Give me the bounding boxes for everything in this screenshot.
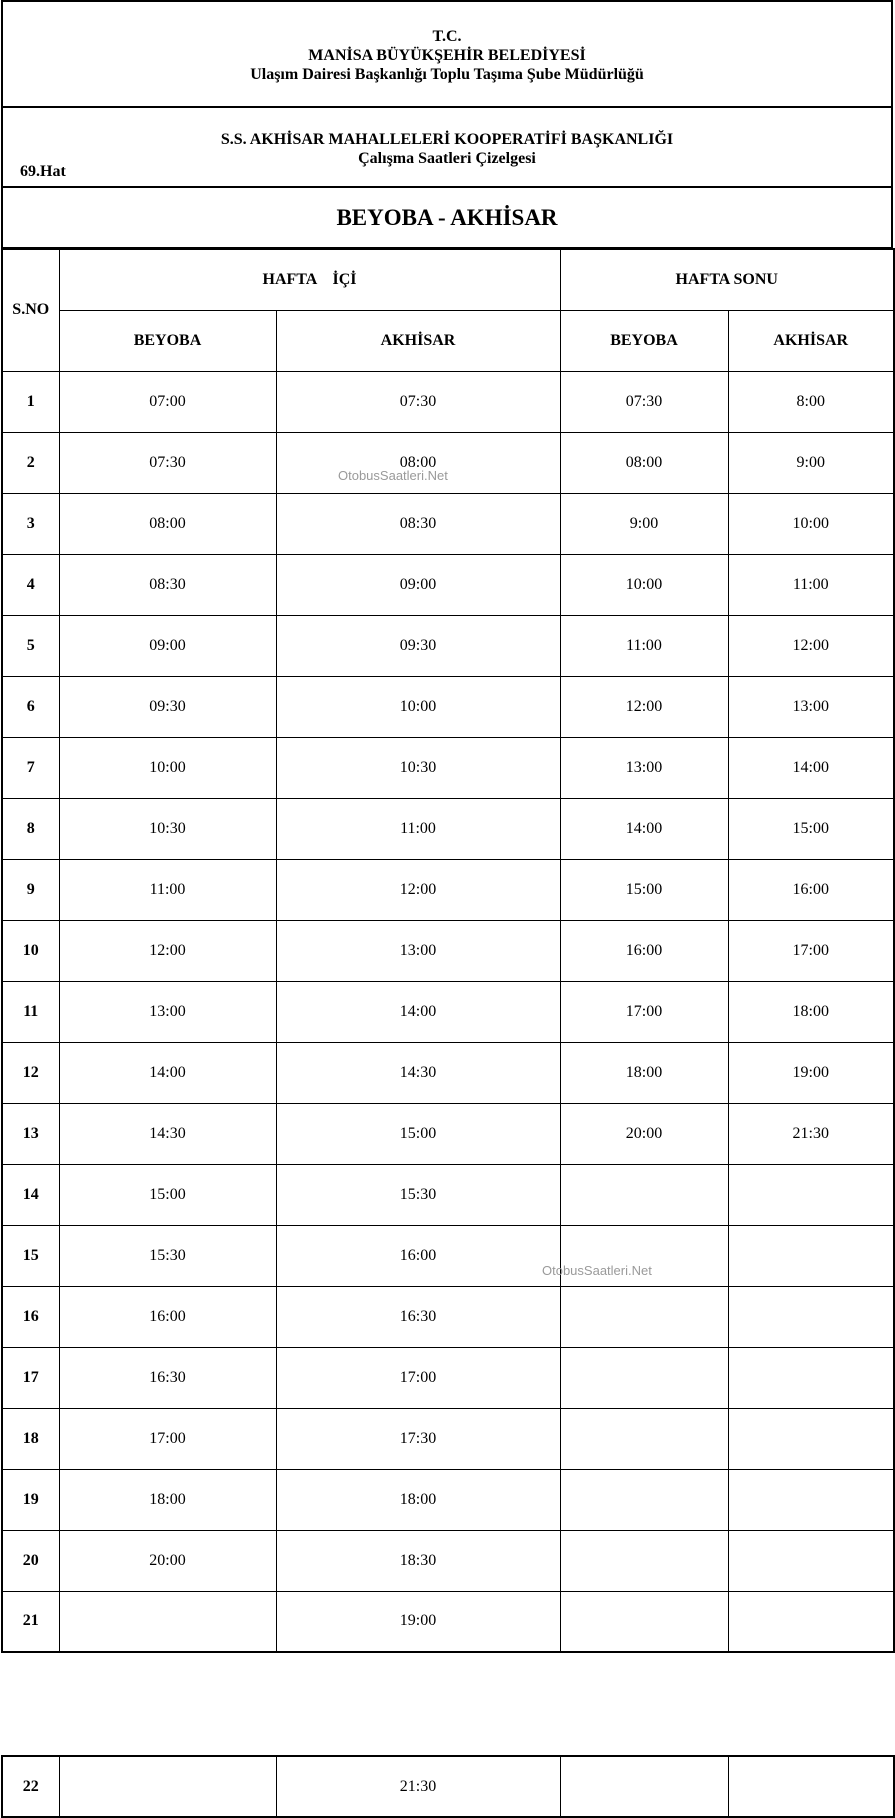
weekend-header: HAFTA SONU xyxy=(560,249,894,310)
row-number: 7 xyxy=(2,737,59,798)
row-number: 15 xyxy=(2,1225,59,1286)
weekend-akhisar-time xyxy=(728,1591,894,1652)
row-number: 17 xyxy=(2,1347,59,1408)
weekend-beyoba-time: 9:00 xyxy=(560,493,728,554)
weekend-akhisar-time: 9:00 xyxy=(728,432,894,493)
weekday-akhisar-time: 21:30 xyxy=(276,1756,560,1817)
row-number: 16 xyxy=(2,1286,59,1347)
weekend-beyoba-header: BEYOBA xyxy=(560,310,728,371)
weekday-beyoba-time: 10:30 xyxy=(59,798,276,859)
weekend-beyoba-time: 17:00 xyxy=(560,981,728,1042)
weekend-akhisar-time: 15:00 xyxy=(728,798,894,859)
weekday-akhisar-time: 12:00 xyxy=(276,859,560,920)
row-number: 11 xyxy=(2,981,59,1042)
row-number: 21 xyxy=(2,1591,59,1652)
table-row xyxy=(2,615,894,676)
weekend-beyoba-time xyxy=(560,1347,728,1408)
table-row xyxy=(2,798,894,859)
header-row-stops xyxy=(2,310,894,371)
table-row xyxy=(2,1164,894,1225)
weekday-akhisar-time: 10:30 xyxy=(276,737,560,798)
sno-header: S.NO xyxy=(2,249,59,371)
row-number: 14 xyxy=(2,1164,59,1225)
weekday-beyoba-time: 08:30 xyxy=(59,554,276,615)
weekday-akhisar-time: 07:30 xyxy=(276,371,560,432)
weekday-beyoba-time: 14:30 xyxy=(59,1103,276,1164)
weekend-akhisar-time: 21:30 xyxy=(728,1103,894,1164)
table-row xyxy=(2,859,894,920)
weekend-beyoba-time: 12:00 xyxy=(560,676,728,737)
weekend-beyoba-time: 18:00 xyxy=(560,1042,728,1103)
weekday-akhisar-time: 08:30 xyxy=(276,493,560,554)
weekday-beyoba-time: 15:00 xyxy=(59,1164,276,1225)
weekend-beyoba-time: 07:30 xyxy=(560,371,728,432)
weekend-beyoba-time: 20:00 xyxy=(560,1103,728,1164)
weekend-beyoba-time xyxy=(560,1164,728,1225)
schedule-subtitle: Çalışma Saatleri Çizelgesi xyxy=(358,150,536,167)
weekday-beyoba-time: 16:30 xyxy=(59,1347,276,1408)
weekend-akhisar-time xyxy=(728,1469,894,1530)
table-row xyxy=(2,432,894,493)
table-row xyxy=(2,1225,894,1286)
weekend-beyoba-time xyxy=(560,1286,728,1347)
weekend-akhisar-time xyxy=(728,1225,894,1286)
weekend-beyoba-time: 11:00 xyxy=(560,615,728,676)
weekday-beyoba-time: 09:30 xyxy=(59,676,276,737)
weekday-akhisar-time: 14:30 xyxy=(276,1042,560,1103)
row-number: 22 xyxy=(2,1756,59,1817)
weekday-beyoba-time: 20:00 xyxy=(59,1530,276,1591)
weekday-beyoba-time: 16:00 xyxy=(59,1286,276,1347)
row-number: 20 xyxy=(2,1530,59,1591)
header-row-groups xyxy=(2,249,894,310)
row-number: 4 xyxy=(2,554,59,615)
weekday-beyoba-time: 08:00 xyxy=(59,493,276,554)
weekend-beyoba-time: 13:00 xyxy=(560,737,728,798)
weekday-beyoba-time: 10:00 xyxy=(59,737,276,798)
row-number: 12 xyxy=(2,1042,59,1103)
weekend-akhisar-time: 14:00 xyxy=(728,737,894,798)
weekday-akhisar-time: 18:00 xyxy=(276,1469,560,1530)
table-row xyxy=(2,554,894,615)
weekend-beyoba-time: 15:00 xyxy=(560,859,728,920)
table-row xyxy=(2,1591,894,1652)
weekend-beyoba-time xyxy=(560,1591,728,1652)
weekend-akhisar-time: 10:00 xyxy=(728,493,894,554)
weekend-beyoba-time: 14:00 xyxy=(560,798,728,859)
row-number: 9 xyxy=(2,859,59,920)
weekend-akhisar-time xyxy=(728,1347,894,1408)
weekday-akhisar-time: 19:00 xyxy=(276,1591,560,1652)
weekday-beyoba-time: 13:00 xyxy=(59,981,276,1042)
weekend-akhisar-time: 18:00 xyxy=(728,981,894,1042)
weekend-akhisar-time: 11:00 xyxy=(728,554,894,615)
line-number: 69.Hat xyxy=(20,163,66,180)
weekend-beyoba-time xyxy=(560,1756,728,1817)
table-row xyxy=(2,1756,894,1817)
table-row xyxy=(2,1103,894,1164)
row-number: 8 xyxy=(2,798,59,859)
weekday-akhisar-time: 09:30 xyxy=(276,615,560,676)
weekday-beyoba-time: 07:30 xyxy=(59,432,276,493)
weekday-beyoba-time: 11:00 xyxy=(59,859,276,920)
table-row xyxy=(2,1530,894,1591)
table-row xyxy=(2,1042,894,1103)
weekday-beyoba-time xyxy=(59,1591,276,1652)
header-line-3: Ulaşım Dairesi Başkanlığı Toplu Taşıma Şube Müdürlüğü xyxy=(250,66,644,83)
table-row xyxy=(2,371,894,432)
weekend-akhisar-time xyxy=(728,1164,894,1225)
row-number: 1 xyxy=(2,371,59,432)
weekend-akhisar-time xyxy=(728,1286,894,1347)
weekday-akhisar-time: 15:00 xyxy=(276,1103,560,1164)
watermark: OtobusSaatleri.Net xyxy=(542,1263,652,1278)
weekend-beyoba-time: 08:00 xyxy=(560,432,728,493)
row-number: 13 xyxy=(2,1103,59,1164)
weekend-akhisar-time xyxy=(728,1530,894,1591)
weekday-beyoba-time: 14:00 xyxy=(59,1042,276,1103)
weekend-beyoba-time xyxy=(560,1530,728,1591)
weekend-beyoba-time xyxy=(560,1469,728,1530)
weekday-akhisar-time: 13:00 xyxy=(276,920,560,981)
table-row xyxy=(2,981,894,1042)
weekday-beyoba-time: 09:00 xyxy=(59,615,276,676)
row-number: 19 xyxy=(2,1469,59,1530)
weekend-akhisar-time: 16:00 xyxy=(728,859,894,920)
weekend-beyoba-time: 16:00 xyxy=(560,920,728,981)
weekday-akhisar-time: 17:30 xyxy=(276,1408,560,1469)
cooperative-name: S.S. AKHİSAR MAHALLELERİ KOOPERATİFİ BAŞKANLIĞI xyxy=(220,131,674,148)
weekday-beyoba-header: BEYOBA xyxy=(59,310,276,371)
header-line-1: T.C. xyxy=(432,28,462,45)
table-row xyxy=(2,1286,894,1347)
schedule-table-continued xyxy=(1,1755,895,1818)
weekday-akhisar-time: 14:00 xyxy=(276,981,560,1042)
table-row xyxy=(2,920,894,981)
weekday-akhisar-time: 09:00 xyxy=(276,554,560,615)
table-row xyxy=(2,1469,894,1530)
weekday-akhisar-time: 18:30 xyxy=(276,1530,560,1591)
weekday-beyoba-time: 15:30 xyxy=(59,1225,276,1286)
table-row xyxy=(2,1408,894,1469)
route-title-box xyxy=(1,186,893,249)
weekend-beyoba-time xyxy=(560,1408,728,1469)
row-number: 6 xyxy=(2,676,59,737)
weekday-akhisar-time: 17:00 xyxy=(276,1347,560,1408)
weekend-akhisar-time: 12:00 xyxy=(728,615,894,676)
weekend-beyoba-time: 10:00 xyxy=(560,554,728,615)
row-number: 2 xyxy=(2,432,59,493)
weekend-akhisar-time: 19:00 xyxy=(728,1042,894,1103)
weekend-akhisar-time xyxy=(728,1756,894,1817)
table-row xyxy=(2,676,894,737)
weekend-akhisar-header: AKHİSAR xyxy=(728,310,894,371)
weekend-akhisar-time: 13:00 xyxy=(728,676,894,737)
weekday-akhisar-time: 08:00 xyxy=(276,432,560,493)
weekday-akhisar-time: 16:30 xyxy=(276,1286,560,1347)
weekday-beyoba-time: 12:00 xyxy=(59,920,276,981)
table-row xyxy=(2,737,894,798)
weekday-akhisar-time: 15:30 xyxy=(276,1164,560,1225)
weekend-akhisar-time: 8:00 xyxy=(728,371,894,432)
weekday-beyoba-time: 17:00 xyxy=(59,1408,276,1469)
weekday-beyoba-time: 07:00 xyxy=(59,371,276,432)
weekend-akhisar-time xyxy=(728,1408,894,1469)
watermark: OtobusSaatleri.Net xyxy=(338,468,448,483)
route-title: BEYOBA - AKHİSAR xyxy=(336,205,558,230)
weekday-akhisar-time: 16:00 xyxy=(276,1225,560,1286)
row-number: 3 xyxy=(2,493,59,554)
weekday-beyoba-time xyxy=(59,1756,276,1817)
weekday-header: HAFTA İÇİ xyxy=(59,249,560,310)
weekday-akhisar-time: 11:00 xyxy=(276,798,560,859)
weekday-akhisar-time: 10:00 xyxy=(276,676,560,737)
municipality-header xyxy=(1,0,893,108)
row-number: 18 xyxy=(2,1408,59,1469)
cooperative-header xyxy=(1,106,893,188)
weekday-beyoba-time: 18:00 xyxy=(59,1469,276,1530)
row-number: 5 xyxy=(2,615,59,676)
table-row xyxy=(2,493,894,554)
row-number: 10 xyxy=(2,920,59,981)
table-row xyxy=(2,1347,894,1408)
weekend-akhisar-time: 17:00 xyxy=(728,920,894,981)
header-line-2: MANİSA BÜYÜKŞEHİR BELEDİYESİ xyxy=(308,47,586,64)
weekday-akhisar-header: AKHİSAR xyxy=(276,310,560,371)
schedule-table xyxy=(1,248,895,1653)
